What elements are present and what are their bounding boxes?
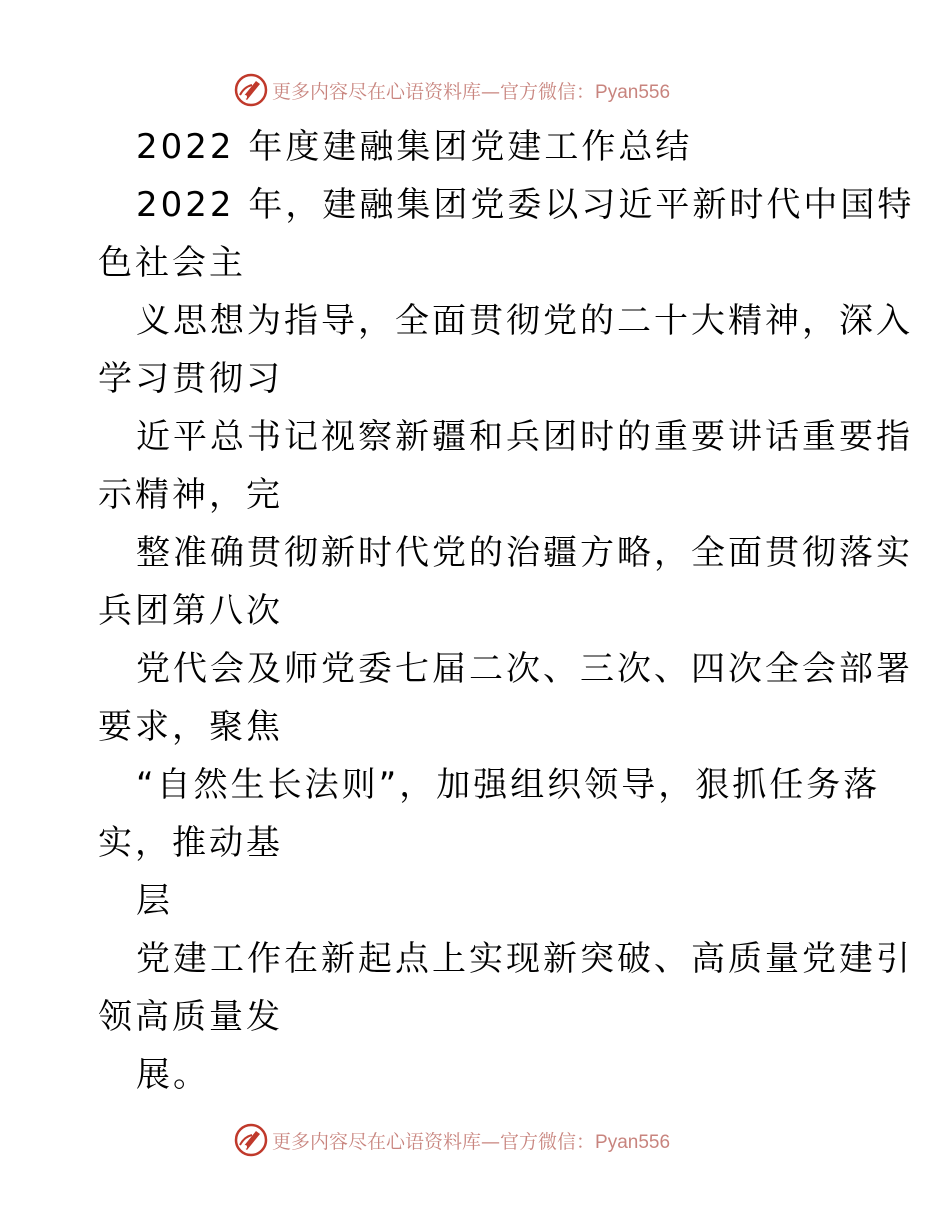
header-banner-text: 更多内容尽在心语资料库—官方微信：Pyan556 — [272, 80, 671, 103]
document-body — [98, 118, 915, 1104]
paragraph-line: 要求，聚焦 — [98, 707, 283, 747]
paragraph-line: 色社会主 — [98, 243, 246, 283]
footer-banner — [234, 1120, 670, 1160]
header-banner — [234, 70, 670, 110]
paragraph-line: 层 — [136, 881, 173, 921]
paragraph-line: 学习贯彻习 — [98, 359, 283, 399]
brand-logo-icon — [234, 1123, 268, 1157]
paragraph-line: 整准确贯彻新时代党的治疆方略，全面贯彻落实 — [136, 533, 913, 573]
header-banner-contact: Pyan556 — [595, 81, 671, 103]
footer-banner-contact: Pyan556 — [595, 1131, 671, 1153]
paragraph-line: 示精神，完 — [98, 475, 283, 515]
paragraph-line: 领高质量发 — [98, 997, 283, 1037]
brand-logo-icon — [234, 73, 268, 107]
footer-banner-text: 更多内容尽在心语资料库—官方微信：Pyan556 — [272, 1130, 671, 1153]
paragraph-line: 展。 — [136, 1055, 210, 1095]
paragraph-line: “自然生长法则”，加强组织领导，狠抓任务落 — [136, 765, 881, 805]
paragraph-line: 义思想为指导，全面贯彻党的二十大精神，深入 — [136, 301, 913, 341]
paragraph-line: 实，推动基 — [98, 823, 283, 863]
doc-title: 2022 年度建融集团党建工作总结 — [136, 127, 693, 167]
paragraph-line: 2022 年，建融集团党委以习近平新时代中国特 — [136, 185, 915, 225]
paragraph-line: 党代会及师党委七届二次、三次、四次全会部署 — [136, 649, 913, 689]
paragraph-line: 近平总书记视察新疆和兵团时的重要讲话重要指 — [136, 417, 913, 457]
paragraph-line: 兵团第八次 — [98, 591, 283, 631]
paragraph-line: 党建工作在新起点上实现新突破、高质量党建引 — [136, 939, 913, 979]
